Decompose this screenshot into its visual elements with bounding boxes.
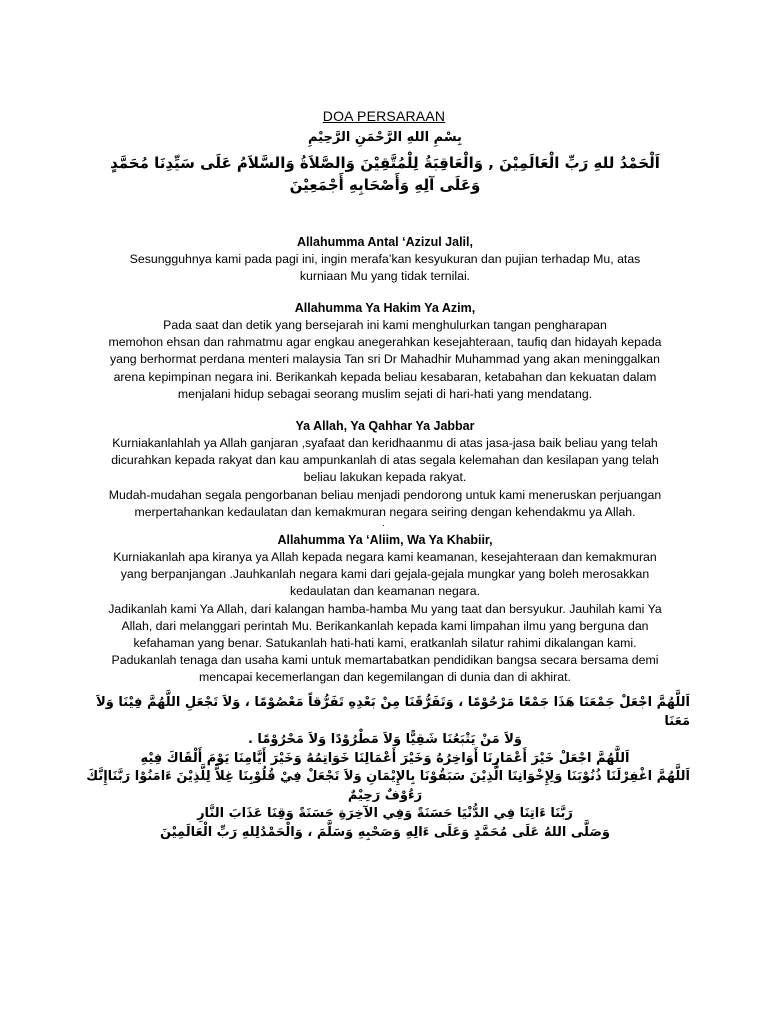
section-ya-qahhar-ya-jabbar <box>90 418 680 521</box>
section-heading: Allahumma Antal ‘Azizul Jalil, <box>297 235 473 249</box>
body-line: menjalani hidup sebagai seorang muslim sejati di hari-hati yang mendatang. <box>177 386 593 401</box>
closing-line: اَللَّهُمَّ اغْفِرْلَنَا ذُنُوْبَنَا وَلِإِخْوَانِنَا الَّذِيْنَ سَبَقُوْنَا بِالإِيْمَانِ وَلاَ تَجْعَلْ فِيْ قُلُوْبِنَا غِلاًّ لِلَّذِيْنَ ءَامَنُوْا رَبَّنَاإِنَّكَ <box>86 769 690 784</box>
opening-praise: اَلْحَمْدُ للهِ رَبِّ الْعَالَمِيْنَ , وَالْعَاقِبَةُ لِلْمُتَّقِيْنَ وَالصَّلاَةُ وَالسَّلاَمُ عَلَى سَيِّدِنَا مُحَمَّدٍ وَعَلَى آلِهِ وَأَصْحَابِهِ أَجْمَعِيْنَ <box>110 154 660 194</box>
body-line: dicurahkan kepada rakyat dan kau ampunkanlah di atas segala kelemahan dan kesilapan yang telah <box>111 453 659 468</box>
section-heading: Allahumma Ya Hakim Ya Azim, <box>294 301 476 315</box>
section-ya-hakim-ya-azim <box>90 300 680 403</box>
body-line: merpertahankan kedaulatan dan kemakmuran negara seiring dengan kehendakmu ya Allah. <box>134 504 636 519</box>
body-line: beliau lakukan kepada rakyat. <box>303 470 467 485</box>
closing-line: اَللَّهُمَّ اجْعَلْ خَيْرَ أَعْمَارِنَا أَوَاخِرُهُ وَخَيْرَ أَعْمَالِنَا خَوَاتِمُهُ وَخَيْرَ أَيَّامِنَا يَوْمَ أَلْقَاكَ فِيْهِ <box>140 750 630 766</box>
body-line: yang berpanjangan .Jauhkanlah negara kami dari gejala-gejala mungkar yang boleh merosakkan <box>120 567 650 582</box>
body-line: Sesungguhnya kami pada pagi ini, ingin merafa’kan kesyukuran dan pujian terhadap Mu, atas <box>129 252 641 266</box>
closing-line: رَءُوْفٌ رَحِيْمٌ <box>347 787 423 803</box>
body-line: Jadikanlah kami Ya Allah, dari kalangan hamba-hamba Mu yang taat dan bersyukur. Jauhilah kami Ya <box>108 601 662 616</box>
closing-line: وَصَلَّى اللهُ عَلَى مُحَمَّدٍ وَعَلَى ءَالِهِ وَصَحْبِهِ وَسَلَّمَ ، وَالْحَمْدُلِلهِ رَبِّ الْعَالَمِيْنَ <box>160 824 610 840</box>
body-line: Padukanlah tenaga dan usaha kami untuk memartabatkan pendidikan bangsa secara bersama demi <box>111 653 659 668</box>
section-body <box>90 549 680 687</box>
body-line: Mudah-mudahan segala pengorbanan beliau menjadi pendorong untuk kami meneruskan perjuangan <box>108 487 662 502</box>
closing-prayer <box>80 694 690 842</box>
closing-line: رَبَّنَا ءَاتِنَا فِي الدُّنْيَا حَسَنَةً وَفِي الآخِرَةِ حَسَنَةً وَقِنَا عَذَابَ النَّارِ <box>197 806 573 821</box>
document-title: DOA PERSARAAN <box>322 108 446 124</box>
body-line: arena kepimpinan negara ini. Berikankah kepada beliau kesabaran, ketabahan dan kekuatan dalam <box>113 369 657 384</box>
body-line: Kurniakanlah apa kiranya ya Allah kepada negara kami keamanan, kesejahteraan dan kemakmuran <box>113 550 657 564</box>
body-line: kedaulatan dan keamanan negara. <box>289 584 481 599</box>
closing-line: وَلاَ مَنْ يَتْبَعُنَا شَقِيًّا وَلاَ مَطْرُوْدًا وَلاَ مَحْرُوْمًا . <box>247 732 523 747</box>
body-line: yang berhormat perdana menteri malaysia Tan sri Dr Mahadhir Muhammad yang akan meninggalkan <box>109 352 660 367</box>
closing-line: اَللَّهُمَّ اجْعَلْ جَمْعَنَا هَذَا جَمْعًا مَرْحُوْمًا ، وَتَفَرُّقَنَا مِنْ بَعْدِهِ تَفَرُّقاً مَعْصُوْمًا ، وَلاَ تَجْعَلِ اللَّهُمَّ فِيْنَا وَلاَ مَعَنَا <box>96 695 690 729</box>
body-line: Kurniakanlahlah ya Allah ganjaran ,syafaat dan keridhaanmu di atas jasa-jasa baik beliau yang telah <box>112 436 658 450</box>
body-line: mencapai kecemerlangan dan kegemilangan di dunia dan di akhirat. <box>199 670 571 685</box>
section-body <box>90 317 680 403</box>
body-line: kefahaman yang benar. Satukanlah hati-hati kami, eratkanlah silatur rahimi dikalangan kami. <box>133 636 637 651</box>
body-line: Pada saat dan detik yang bersejarah ini kami menghulurkan tangan pengharapan <box>163 318 607 332</box>
body-line: kurniaan Mu yang tidak ternilai. <box>299 269 471 284</box>
basmala: بِسْمِ اللهِ الرَّحْمَنِ الرَّحِيْمِ <box>308 130 462 145</box>
body-line: Allah, dari melanggari perintah Mu. Berikankanlah kepada kami limpahan ilmu yang berguna dan <box>121 618 649 633</box>
section-ya-aliim-wa-ya-khabiir <box>90 532 680 687</box>
section-heading: Ya Allah, Ya Qahhar Ya Jabbar <box>295 419 475 433</box>
section-antal-azizul-jalil <box>90 234 680 285</box>
section-heading: Allahumma Ya ‘Aliim, Wa Ya Khabiir, <box>277 533 493 547</box>
separator-dot: . <box>382 518 385 529</box>
section-body <box>90 251 680 285</box>
section-body <box>90 435 680 521</box>
body-line: memohon ehsan dan rahmatmu agar engkau anegerahkan kesejahteraan, taufiq dan hidayah kepada <box>108 335 662 350</box>
